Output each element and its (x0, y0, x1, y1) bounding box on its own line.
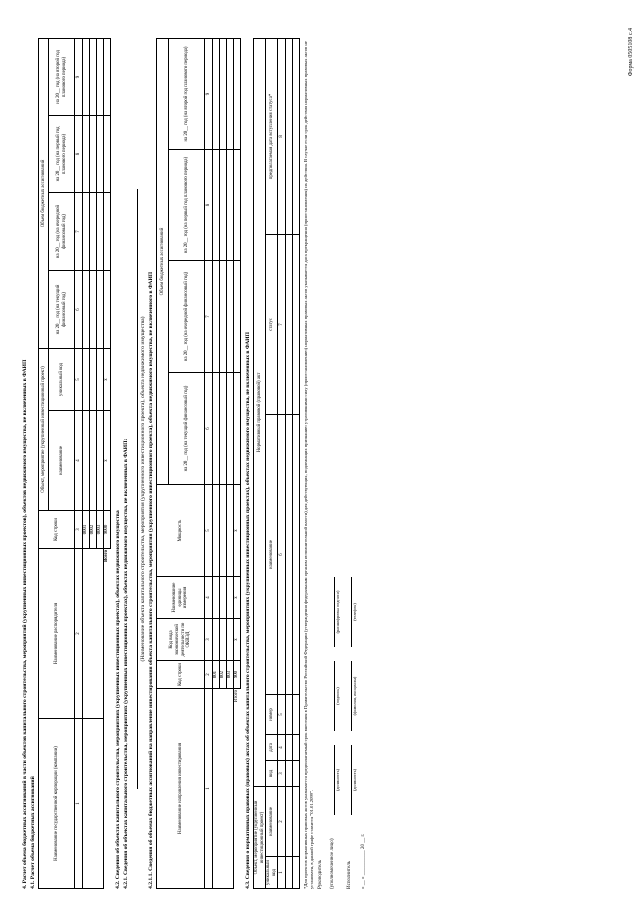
col-num: 2 (205, 661, 213, 689)
col-num: 8 (278, 38, 286, 234)
col-num: 4 (278, 734, 286, 760)
signature-block (318, 9, 366, 889)
col-num: 9 (205, 38, 213, 149)
th-unit: Наименование единицы измерения (157, 577, 205, 619)
th-name: наименование (266, 786, 278, 856)
col-num: 3 (278, 760, 286, 786)
th-type: вид (266, 760, 278, 786)
total-label: Всего (104, 550, 110, 562)
executor-position-line (345, 745, 352, 815)
cap-phone: (телефон) (351, 603, 357, 621)
col-num: 4 (205, 577, 213, 619)
number-row (75, 38, 83, 888)
th-number: номер (266, 694, 278, 734)
col-num: 8 (75, 115, 83, 192)
col-num: 7 (75, 192, 83, 270)
row-code: 002 (220, 661, 227, 689)
th-object: Объект, мероприятие (укрупненный инвестиционный проект) (39, 348, 49, 510)
col-num: 6 (278, 414, 286, 694)
table-row (286, 38, 293, 888)
section-4-2-1-heading: 4.2.1. Сведения об объектах капитального строительства, мероприятиях (укрупненных инвестиционных проектах), объектах недвижимого имущества, не включенных в ФАИП: (123, 438, 129, 889)
head-label: Руководитель (317, 859, 323, 889)
col-num: 7 (278, 234, 286, 414)
th-y1: на 20__ год (на текущий финансовый год) (169, 373, 205, 485)
col-num: 2 (278, 786, 286, 856)
th-unique: уникальный код (266, 857, 278, 889)
col-num: 6 (205, 373, 213, 485)
row-code: 0002 (90, 511, 97, 549)
table-row (213, 38, 220, 888)
th-y3: на 20__ год (на первый год планового периода) (169, 150, 205, 261)
th-power: Мощность (157, 485, 205, 577)
th-code: Код строки (39, 511, 75, 549)
col-num: 5 (205, 485, 213, 577)
th-y2: на 20__ год (на очередной финансовый год) (49, 192, 75, 270)
total-code: 900 (234, 661, 241, 689)
total-row (104, 38, 111, 888)
col-num: 5 (278, 694, 286, 734)
col-num: 3 (205, 619, 213, 661)
section-4-1-heading: 4.1. Расчет объема бюджетных ассигнований (30, 776, 36, 889)
th-y4: на 20__ год (на второй год планового периода) (49, 38, 75, 115)
col-num: 5 (75, 348, 83, 410)
executor-fio-line (345, 661, 352, 731)
executor-phone-line (345, 577, 352, 647)
th-status: статус (266, 234, 278, 414)
table-row (293, 38, 300, 888)
x-mark: x (104, 348, 111, 410)
object-name-line (131, 189, 138, 789)
footnote: *Для проектов нормативных правовых актов указывается предполагаемый срок внесения в Правительство Российской Федерации (утверждения федеральным органом исполнительной власти) для действующих, подлежащих признанию утратившими силу (приостановлению) нормативных правовых актов указывается дата прекращения (приостановления) их действия. В случае если срок действия нормативных правовых актов не установлен, в данной графе ставится "01.01.2099". (303, 41, 314, 889)
th-y2: на 20__ год (на очередной финансовый год) (169, 261, 205, 373)
table-4-2-1-1 (156, 38, 241, 889)
th-name: наименование (49, 411, 75, 511)
x-mark: x (234, 485, 241, 577)
col-num: 1 (278, 857, 286, 889)
x-mark: x (234, 619, 241, 661)
object-name-caption: (Наименование объекта капитального строительства, мероприятия (укрупненного инвестиционного проекта), объекта недвижимого имущества) (140, 316, 146, 662)
section-4-heading: 4. Расчет объема бюджетных ассигнований в части объектов капитального строительства, мероприятий (укрупненных инвестиционных проектов), объектов недвижимого имущества, не включенных в ФАИП (22, 359, 28, 889)
x-mark: x (104, 411, 111, 511)
form-code: Форма 0505108 с.4 (628, 28, 634, 77)
th-y1: на 20__ год (на текущий финансовый год) (49, 270, 75, 348)
number-row (205, 38, 213, 888)
col-num: 3 (75, 511, 83, 549)
cap-position: (должность) (334, 769, 340, 791)
th-object: Объект, мероприятие (укрупненный инвестиционный проект) (254, 786, 266, 888)
th-title: наименование (266, 414, 278, 694)
section-4-2-heading: 4.2. Сведения об объектах капитального строительства, мероприятиях (укрупненных инвестиционных проектах), объектах недвижимого имущества (115, 510, 121, 889)
row-code: 003 (227, 661, 234, 689)
th-direction: Наименование направления инвестирования (157, 689, 205, 889)
col-num: 6 (75, 270, 83, 348)
total-label: Итого (234, 690, 240, 703)
head-sub: (уполномоченное лицо) (329, 838, 335, 889)
th-code: Код строки (157, 661, 205, 689)
th-act: Нормативный правовой (правовой) акт (254, 38, 266, 786)
th-unique: уникальный код (49, 348, 75, 410)
x-mark: x (234, 577, 241, 619)
head-signature-line (328, 661, 335, 731)
executor-label: Исполнитель (346, 861, 352, 889)
th-y4: на 20__ год (на второй год планового периода) (169, 38, 205, 149)
table-4-3 (253, 38, 300, 889)
number-row (278, 38, 286, 888)
th-date: дата (266, 734, 278, 760)
cap-position: (должность) (351, 769, 357, 791)
col-num: 2 (75, 549, 83, 719)
th-manager: Наименование распорядителя (39, 549, 75, 719)
th-volume: Объем бюджетных ассигнований (39, 38, 49, 348)
section-4-2-1-1-heading: 4.2.1.1. Сведения об объемах бюджетных ассигнований на направление инвестирования объекта капитального строительства, мероприятия (укрупненного инвестиционного проекта), объекта недвижимого имущества, не включенного в ФАИП (148, 271, 154, 889)
col-num: 7 (205, 261, 213, 373)
col-num: 4 (75, 411, 83, 511)
th-y3: на 20__ год (на первый год планового периода) (49, 115, 75, 192)
col-num: 1 (75, 719, 83, 889)
col-num: 8 (205, 150, 213, 261)
head-position-line (328, 745, 335, 815)
date-line: « __ » __________ 20 __ г. (360, 833, 366, 889)
th-okved: Код вида экономической деятельности по ОКВЭД (157, 619, 205, 661)
cap-signature: (подпись) (334, 687, 340, 705)
total-row (234, 38, 241, 888)
row-code: 0003 (97, 511, 104, 549)
th-loss-date: предполагаемая дата вступления статуса* (266, 38, 278, 234)
row-code: 0001 (83, 511, 90, 549)
cap-fio: (фамилия, инициалы) (351, 676, 357, 716)
head-decode-line (328, 577, 335, 647)
table-row (83, 38, 90, 888)
col-num: 1 (205, 689, 213, 889)
cap-decode: (расшифровка подписи) (334, 590, 340, 634)
total-code: 9000 (104, 511, 111, 549)
table-4-1 (38, 38, 111, 889)
th-volume: Объем бюджетных ассигнований (157, 38, 169, 484)
row-code: 001 (213, 661, 220, 689)
section-4-3-heading: 4.3. Сведения о нормативных правовых (правовых) актах об объектах капитального строительства, мероприятиях (укрупненных инвестиционных проектах), объектах недвижимого имущества, не включенных в ФАИП (245, 331, 251, 889)
col-num: 9 (75, 38, 83, 115)
th-corp: Наименование государственной корпорации (компании) (39, 719, 75, 889)
